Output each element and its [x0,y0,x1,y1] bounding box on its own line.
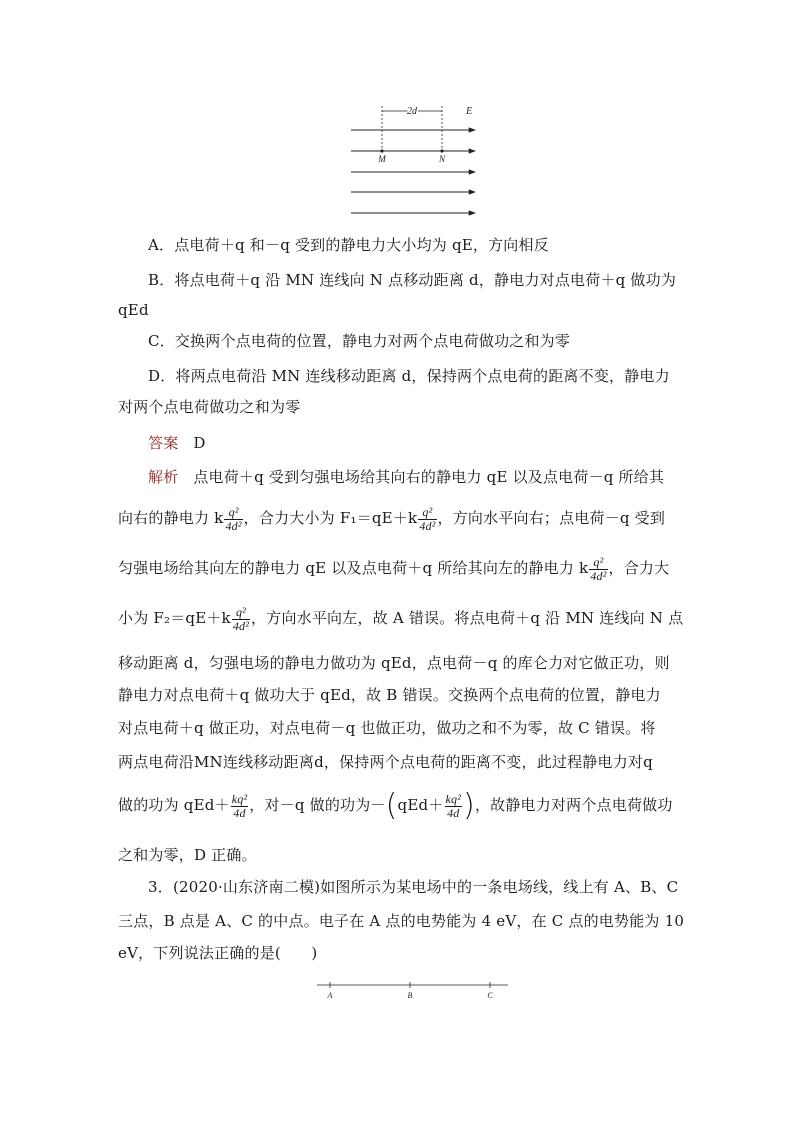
answer-label: 答案 [148,434,179,452]
fraction-q2-over-4d2 [224,506,242,533]
field-line-abc-figure [315,978,515,1002]
analysis-line-9 [118,790,683,821]
field-lines-figure [345,100,485,220]
fraction-denominator: 4d² [419,518,436,533]
analysis-text-3b: ，合力大 [608,559,670,577]
option-d-line1: D．将两点电荷沿 MN 连线移动距离 d，保持两个点电荷的距离不变，静电力 [148,367,670,385]
option-a: A．点电荷＋q 和－q 受到的静电力大小均为 qE，方向相反 [148,236,549,254]
question3-line-2: 三点，B 点是 A、C 的中点。电子在 A 点的电势能为 4 eV，在 C 点的电势能为 10 [118,912,685,930]
fraction-denominator: 4d [233,805,246,820]
field-label: E [466,106,473,117]
point-b-label: B [407,991,413,1000]
dimension-label: 2d [407,106,417,117]
analysis-line-8: 两点电荷沿MN连线移动距离d，保持两个点电荷的距离不变，此过程静电力对q [118,753,653,771]
analysis-line-5: 移动距离 d，匀强电场的静电力做功为 qEd，点电荷－q 的库仑力对它做正功，则 [118,654,670,672]
analysis-text-2c: ，方向水平向右；点电荷－q 受到 [437,509,666,527]
option-d-line2: 对两个点电荷做功之和为零 [118,398,301,416]
fraction-denominator: 4d [447,805,460,820]
fraction-numerator: q² [232,606,250,620]
point-n-label: N [438,154,446,164]
option-c: C．交换两个点电荷的位置，静电力对两个点电荷做功之和为零 [148,332,571,350]
analysis-text-9c: qEd＋ [397,796,444,814]
analysis-text-2a: 向右的静电力 k [118,509,224,527]
analysis-line-6: 静电力对点电荷＋q 做功大于 qEd，故 B 错误。交换两个点电荷的位置，静电力 [118,686,661,704]
analysis-text-4b: ，方向水平向左，故 A 错误。将点电荷＋q 沿 MN 连线向 N 点 [251,609,684,627]
analysis-line-1 [148,467,713,487]
analysis-text-9b: ，对－q 做的功为－ [249,796,386,814]
option-b-line2: qEd [118,301,149,319]
fraction-denominator: 4d² [225,518,242,533]
analysis-text-9a: 做的功为 qEd＋ [118,796,230,814]
point-m-dot [380,149,383,152]
answer-value: D [193,434,206,452]
question3-line-3: eV，下列说法正确的是( ) [118,944,318,962]
fraction-q2-over-4d2 [589,556,607,583]
point-c-label: C [487,991,493,1000]
fraction-q2-over-4d2 [232,606,250,633]
analysis-line-4 [118,605,683,633]
fraction-numerator: q² [418,506,436,520]
analysis-text-4a: 小为 F₂＝qE＋k [118,609,231,627]
fraction-kq2-over-4d [231,793,249,820]
point-a-label: A [327,991,333,1000]
option-b-line1: B．将点电荷＋q 沿 MN 连线向 N 点移动距离 d，静电力对点电荷＋q 做功为 [148,271,677,289]
left-paren: ( [385,788,398,823]
analysis-text-9d: ，故静电力对两个点电荷做功 [474,796,673,814]
answer-row [148,433,713,453]
fraction-q2-over-4d2 [418,506,436,533]
analysis-line-7: 对点电荷＋q 做正功，对点电荷－q 也做正功，做功之和不为零，故 C 错误。将 [118,719,656,737]
analysis-text-2b: ，合力大小为 F₁＝qE＋k [243,509,418,527]
point-n-dot [440,149,443,152]
fraction-numerator: kq² [231,791,248,806]
point-m-label: M [378,154,386,164]
fraction-denominator: 4d² [232,618,250,633]
analysis-line-10: 之和为零，D 正确。 [118,846,257,864]
analysis-text-3a: 匀强电场给其向左的静电力 qE 以及点电荷＋q 所给其向左的静电力 k [118,559,589,577]
fraction-numerator: kq² [445,791,462,806]
right-paren: ) [463,788,475,823]
analysis-label: 解析 [148,468,179,486]
analysis-line-3 [118,555,683,583]
fraction-numerator: q² [224,506,242,520]
analysis-text-1: 点电荷＋q 受到匀强电场给其向右的静电力 qE 以及点电荷－q 所给其 [193,468,665,486]
fraction-numerator: q² [589,556,607,570]
fraction-kq2-over-4d [445,793,463,820]
fraction-denominator: 4d² [590,568,607,583]
question3-line-1: 3．(2020·山东济南二模)如图所示为某电场中的一条电场线，线上有 A、B、C [148,878,679,896]
analysis-line-2 [118,505,683,533]
